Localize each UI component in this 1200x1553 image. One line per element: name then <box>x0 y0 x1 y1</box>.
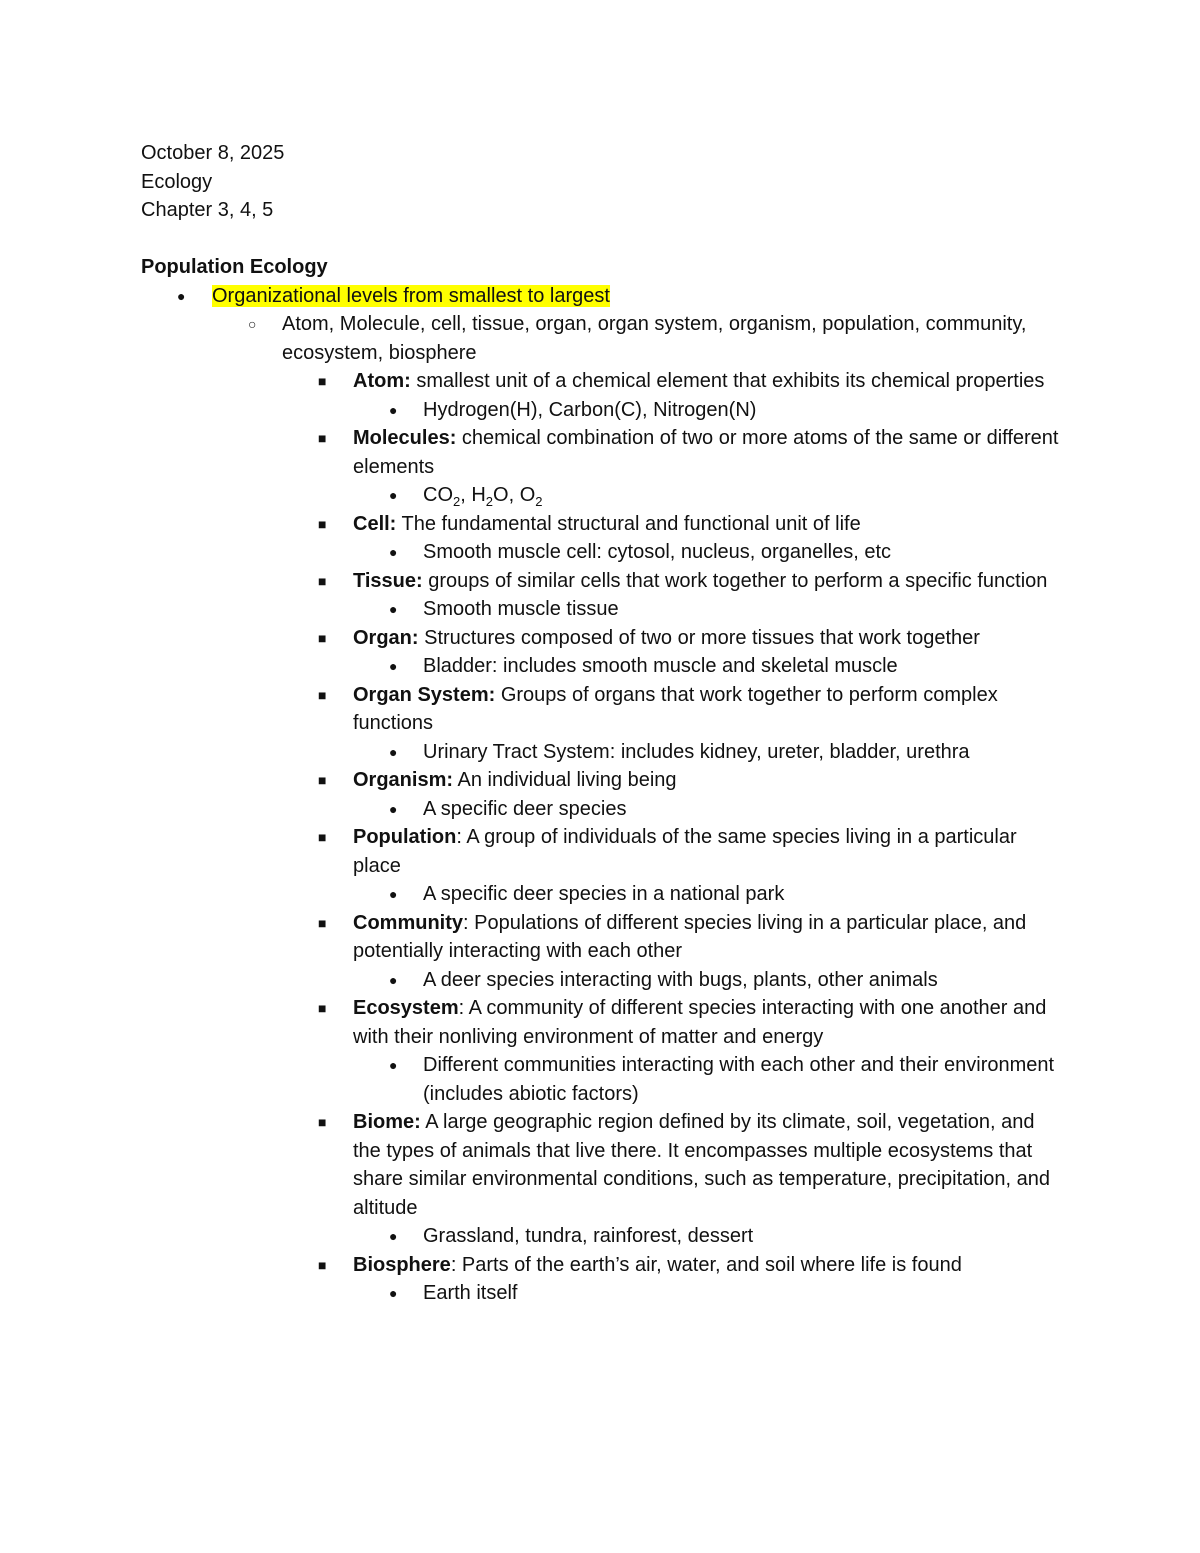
level-item-population <box>141 823 1061 880</box>
level-item-community <box>141 909 1061 966</box>
square-bullet-icon: ■ <box>318 829 327 845</box>
level-item-cell <box>141 510 1061 539</box>
formula-co2: CO <box>423 484 453 506</box>
level-term: Biome: <box>353 1111 421 1133</box>
example-text: Bladder: includes smooth muscle and skeletal muscle <box>423 655 898 677</box>
example-item <box>141 595 1061 624</box>
example-item <box>141 538 1061 567</box>
level-item-atom <box>141 367 1061 396</box>
level-definition: : A community of different species interacting with one another and with their nonliving environment of matter and energy <box>353 997 1047 1048</box>
level-term: Community <box>353 911 463 934</box>
disc-bullet-icon: ● <box>389 1228 398 1244</box>
level-definition: Structures composed of two or more tissues that work together <box>418 626 980 649</box>
level-item-organ-system <box>141 681 1061 738</box>
level-item-biome <box>141 1108 1061 1222</box>
highlighted-topic: Organizational levels from smallest to largest <box>212 284 610 307</box>
disc-bullet-icon: ● <box>389 1285 398 1301</box>
summary-item <box>141 310 1061 367</box>
example-item <box>141 652 1061 681</box>
example-item <box>141 880 1061 909</box>
subscript: 2 <box>485 494 494 509</box>
outline-list <box>141 282 1061 1308</box>
disc-bullet-icon: ● <box>389 487 398 503</box>
disc-bullet-icon: ● <box>389 658 398 674</box>
disc-bullet-icon: ● <box>389 886 398 902</box>
level-definition: : Populations of different species living in a particular place, and potentially interacting with each other <box>353 911 1027 962</box>
subscript: 2 <box>453 494 461 509</box>
square-bullet-icon: ■ <box>318 373 327 389</box>
subscript: 2 <box>535 494 543 509</box>
level-item-organism <box>141 766 1061 795</box>
formula-separator: , H <box>460 484 486 506</box>
example-item <box>141 396 1061 425</box>
level-term: Organ System: <box>353 683 496 706</box>
level-term: Cell: <box>353 512 397 535</box>
example-item <box>141 1222 1061 1251</box>
level-term: Tissue: <box>353 569 423 592</box>
example-text: Earth itself <box>423 1282 518 1304</box>
level-item-tissue <box>141 567 1061 596</box>
level-term: Ecosystem <box>353 997 459 1019</box>
level-definition: An individual living being <box>453 769 677 791</box>
square-bullet-icon: ■ <box>318 515 327 532</box>
example-item <box>141 795 1061 824</box>
example-text: Smooth muscle cell: cytosol, nucleus, organelles, etc <box>423 541 891 563</box>
level-definition: : A group of individuals of the same species living in a particular place <box>353 826 1017 877</box>
section-title: Population Ecology <box>141 256 328 278</box>
square-bullet-icon: ■ <box>318 772 327 788</box>
example-text: Urinary Tract System: includes kidney, ureter, bladder, urethra <box>423 740 970 763</box>
level-term: Molecules: <box>353 427 457 449</box>
level-item-organ <box>141 624 1061 653</box>
example-text: A deer species interacting with bugs, plants, other animals <box>423 968 938 991</box>
level-definition: Groups of organs that work together to perform complex functions <box>353 683 998 734</box>
level-term: Organ: <box>353 626 419 649</box>
formula-o2: O, O <box>493 484 536 506</box>
square-bullet-icon: ■ <box>318 430 327 446</box>
course-line: Ecology <box>141 170 213 193</box>
example-text: Different communities interacting with each other and their environment (includes abiotic factors) <box>423 1054 1055 1105</box>
example-item <box>141 1051 1061 1108</box>
level-term: Population <box>353 826 457 848</box>
example-text: Hydrogen(H), Carbon(C), Nitrogen(N) <box>423 398 757 421</box>
square-bullet-icon: ■ <box>318 686 327 703</box>
disc-bullet-icon: ● <box>389 800 398 817</box>
date-line: October 8, 2025 <box>141 142 285 164</box>
level-item-ecosystem <box>141 994 1061 1051</box>
disc-bullet-icon: ● <box>389 601 398 617</box>
example-text: Smooth muscle tissue <box>423 598 619 620</box>
example-item <box>141 738 1061 767</box>
level-definition: : Parts of the earth’s air, water, and soil where life is found <box>450 1253 962 1276</box>
square-bullet-icon: ■ <box>318 572 327 589</box>
square-bullet-icon: ■ <box>318 629 327 646</box>
level-term: Organism: <box>353 769 454 791</box>
disc-bullet-icon: ● <box>389 544 398 560</box>
circle-bullet-icon: ○ <box>248 316 257 332</box>
example-text: A specific deer species in a national park <box>423 883 785 905</box>
level-definition: groups of similar cells that work together to perform a specific function <box>422 569 1048 592</box>
disc-bullet-icon: ● <box>389 743 398 760</box>
disc-bullet-icon: ● <box>177 287 186 304</box>
summary-text: Atom, Molecule, cell, tissue, organ, organ system, organism, population, community, ecosystem, biosphere <box>282 313 1027 364</box>
square-bullet-icon: ■ <box>318 1000 327 1016</box>
level-definition: The fundamental structural and functional unit of life <box>396 512 861 535</box>
level-definition: smallest unit of a chemical element that exhibits its chemical properties <box>410 370 1045 392</box>
example-text: Grassland, tundra, rainforest, dessert <box>423 1225 754 1247</box>
level-definition: A large geographic region defined by its climate, soil, vegetation, and the types of animals that live there. It encompasses multiple ecosystems that share similar environmental conditions, such as temperature, precipitation, and altitude <box>353 1111 1051 1219</box>
document-page <box>141 139 1061 1308</box>
disc-bullet-icon: ● <box>389 1057 398 1073</box>
chapters-line: Chapter 3, 4, 5 <box>141 199 274 221</box>
level-term: Biosphere <box>353 1253 451 1276</box>
example-text: A specific deer species <box>423 797 627 820</box>
square-bullet-icon: ■ <box>318 1114 327 1130</box>
level-item-biosphere <box>141 1251 1061 1280</box>
blank-line <box>141 225 1061 254</box>
example-item <box>141 1279 1061 1308</box>
topic-item <box>141 282 1061 311</box>
disc-bullet-icon: ● <box>389 971 398 988</box>
square-bullet-icon: ■ <box>318 1256 327 1273</box>
example-item <box>141 481 1061 510</box>
level-term: Atom: <box>353 370 411 392</box>
level-definition: chemical combination of two or more atoms of the same or different elements <box>353 427 1059 478</box>
example-item <box>141 966 1061 995</box>
level-item-molecules <box>141 424 1061 481</box>
disc-bullet-icon: ● <box>389 401 398 418</box>
square-bullet-icon: ■ <box>318 914 327 931</box>
